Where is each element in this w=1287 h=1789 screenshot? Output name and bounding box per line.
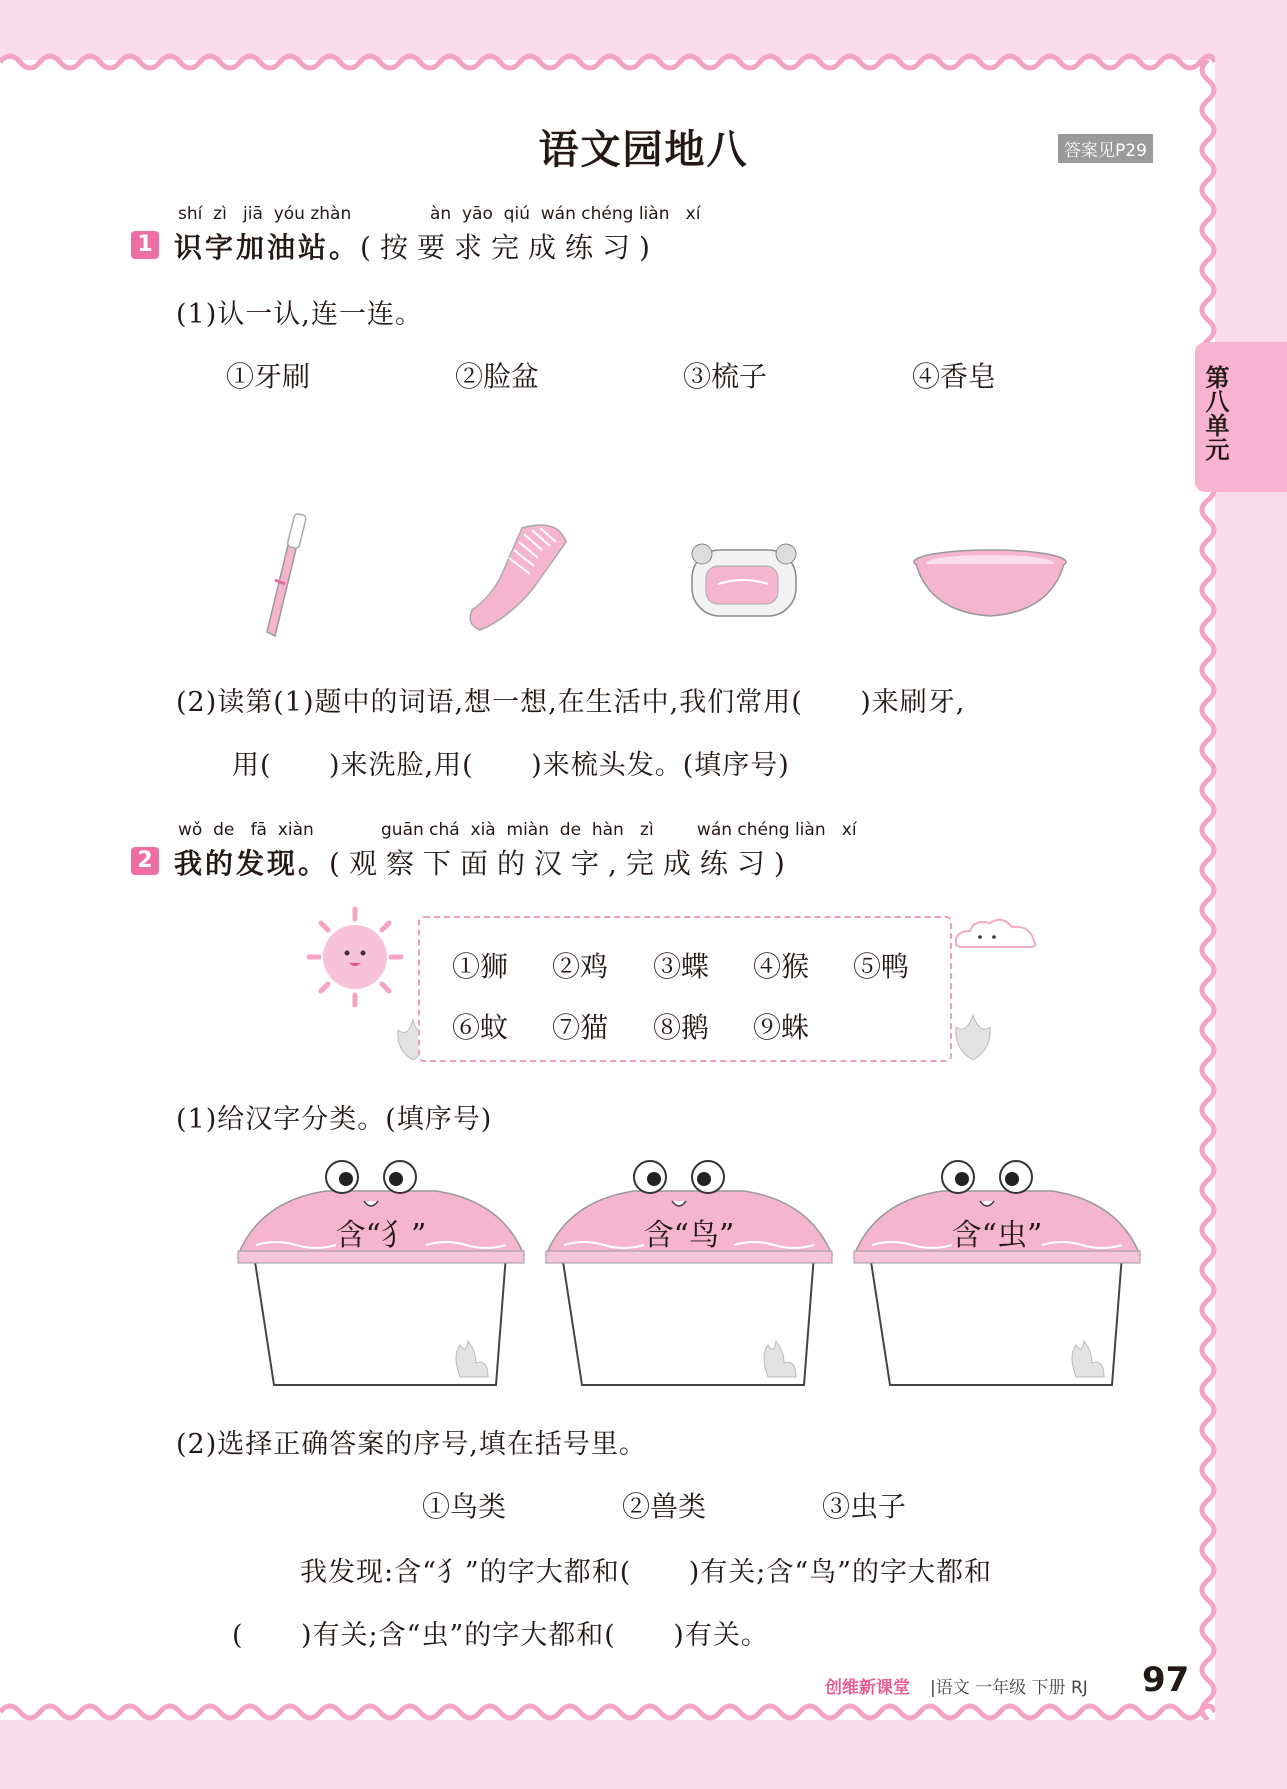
sun-icon bbox=[305, 905, 405, 1010]
basket-label-insect: 含“虫” bbox=[951, 1218, 1043, 1253]
footer-brand: 创维新课堂 bbox=[825, 1678, 910, 1698]
basket-label-bird: 含“鸟” bbox=[643, 1218, 735, 1253]
section2-title-pinyin: wǒ de fā xiàn bbox=[178, 820, 314, 840]
comb-icon[interactable] bbox=[462, 520, 572, 635]
basket-bird-radical[interactable] bbox=[544, 1155, 834, 1393]
section2-q2-label: (2)选择正确答案的序号,填在括号里。 bbox=[176, 1429, 647, 1460]
char-lion: ①狮 bbox=[452, 950, 509, 983]
char-spider: ⑨蛛 bbox=[753, 1011, 810, 1044]
section1-number-badge: 1 bbox=[131, 231, 159, 259]
footer-book-info: |语文 一年级 下册 RJ bbox=[930, 1678, 1088, 1698]
section1-title-text: 识字加油站。 bbox=[174, 231, 361, 264]
option-comb: ③梳子 bbox=[683, 360, 768, 393]
section2-title bbox=[174, 842, 794, 882]
section1-subtitle: (按要求完成练习) bbox=[360, 231, 659, 264]
section2-subtitle-pinyin: guān chá xià miàn de hàn zì wán chéng liàn xí bbox=[381, 820, 857, 840]
choice-beasts: ②兽类 bbox=[622, 1490, 707, 1523]
soap-icon[interactable] bbox=[688, 540, 800, 620]
section1-title-pinyin: shí zì jiā yóu zhàn bbox=[178, 204, 352, 224]
choice-birds: ①鸟类 bbox=[422, 1490, 507, 1523]
option-toothbrush: ①牙刷 bbox=[226, 360, 311, 393]
option-soap: ④香皂 bbox=[912, 360, 997, 393]
unit-side-tab-label: 第八单元 bbox=[1201, 365, 1229, 461]
discovery-line1: 我发现:含“犭”的字大都和( )有关;含“鸟”的字大都和 bbox=[300, 1557, 992, 1588]
basket-insect-radical[interactable] bbox=[852, 1155, 1142, 1393]
section1-q1-label: (1)认一认,连一连。 bbox=[176, 299, 423, 330]
discovery-line2: ( )有关;含“虫”的字大都和( )有关。 bbox=[232, 1620, 769, 1651]
section1-q2-line2: 用( )来洗脸,用( )来梳头发。(填序号) bbox=[232, 750, 790, 781]
bottom-wave-border bbox=[0, 1700, 1215, 1730]
section2-number-badge: 2 bbox=[131, 847, 159, 875]
basket-dog-radical[interactable] bbox=[236, 1155, 526, 1393]
char-duck: ⑤鸭 bbox=[853, 950, 910, 983]
right-wave-border bbox=[1196, 60, 1226, 1720]
char-mosquito: ⑥蚊 bbox=[452, 1011, 509, 1044]
section2-subtitle: (观察下面的汉字,完成练习) bbox=[329, 847, 794, 880]
basket-label-dog: 含“犭” bbox=[335, 1218, 427, 1253]
top-wave-border bbox=[0, 50, 1215, 74]
choice-insects: ③虫子 bbox=[822, 1490, 907, 1523]
char-chicken: ②鸡 bbox=[552, 950, 609, 983]
basin-icon[interactable] bbox=[910, 548, 1070, 620]
page-number: 97 bbox=[1142, 1660, 1190, 1700]
section2-title-text: 我的发现。 bbox=[174, 847, 330, 880]
section1-title bbox=[174, 226, 659, 266]
section1-subtitle-pinyin: àn yāo qiú wán chéng liàn xí bbox=[430, 204, 701, 224]
section1-q2-line1: (2)读第(1)题中的词语,想一想,在生活中,我们常用( )来刷牙, bbox=[176, 687, 966, 718]
char-goose: ⑧鹅 bbox=[653, 1011, 710, 1044]
answer-reference-badge: 答案见P29 bbox=[1058, 134, 1153, 163]
option-basin: ②脸盆 bbox=[455, 360, 540, 393]
char-monkey: ④猴 bbox=[753, 950, 810, 983]
toothbrush-icon[interactable] bbox=[245, 510, 315, 640]
section2-q1-label: (1)给汉字分类。(填序号) bbox=[176, 1104, 493, 1135]
page-title: 语文园地八 bbox=[538, 127, 749, 173]
cloud-icon bbox=[950, 915, 1040, 955]
char-cat: ⑦猫 bbox=[552, 1011, 609, 1044]
char-butterfly: ③蝶 bbox=[653, 950, 710, 983]
plant-right-icon bbox=[948, 1005, 998, 1065]
